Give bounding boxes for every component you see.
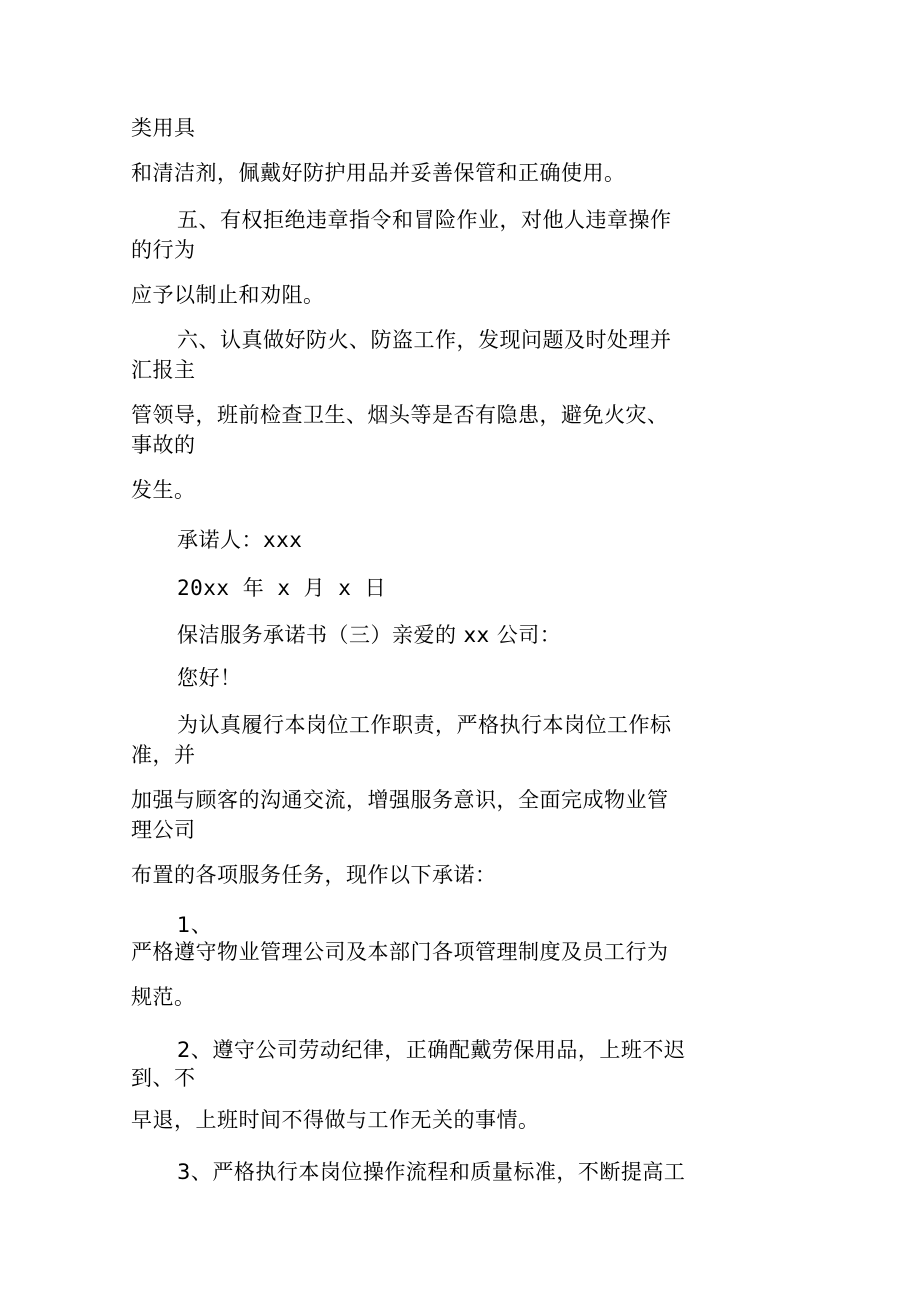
text-line: 的行为 (131, 238, 196, 262)
heading-line: 保洁服务承诺书（三）亲爱的 xx 公司： (177, 623, 562, 647)
text-line: 3、严格执行本岗位操作流程和质量标准，不断提高工 (177, 1160, 686, 1184)
text-line: 规范。 (131, 985, 196, 1009)
text-line: 汇报主 (131, 358, 196, 382)
text-line: 早退，上班时间不得做与工作无关的事情。 (131, 1108, 540, 1132)
text-line: 理公司 (131, 818, 196, 842)
text-line: 六、认真做好防火、防盗工作，发现问题及时处理并 (177, 328, 672, 352)
text-line: 布置的各项服务任务，现作以下承诺： (131, 863, 497, 887)
text-line: 准，并 (131, 743, 196, 767)
text-line: 和清洁剂，佩戴好防护用品并妥善保管和正确使用。 (131, 161, 626, 185)
text-line: 五、有权拒绝违章指令和冒险作业，对他人违章操作 (177, 208, 672, 232)
list-number: 1、 (177, 913, 213, 937)
text-line: 应予以制止和劝阻。 (131, 283, 325, 307)
signatory-line: 承诺人：xxx (177, 528, 303, 552)
text-line: 事故的 (131, 433, 196, 457)
date-line: 20xx 年 x 月 x 日 (177, 576, 387, 600)
text-line: 管领导，班前检查卫生、烟头等是否有隐患，避免火灾、 (131, 403, 669, 427)
text-line: 发生。 (131, 478, 196, 502)
text-line: 严格遵守物业管理公司及本部门各项管理制度及员工行为 (131, 940, 669, 964)
text-line: 2、遵守公司劳动纪律，正确配戴劳保用品，上班不迟 (177, 1038, 686, 1062)
text-line: 加强与顾客的沟通交流，增强服务意识，全面完成物业管 (131, 788, 669, 812)
text-line: 到、不 (131, 1066, 196, 1090)
greeting-line: 您好！ (177, 666, 242, 690)
text-line: 为认真履行本岗位工作职责，严格执行本岗位工作标 (177, 713, 672, 737)
text-line: 类用具 (131, 116, 196, 140)
